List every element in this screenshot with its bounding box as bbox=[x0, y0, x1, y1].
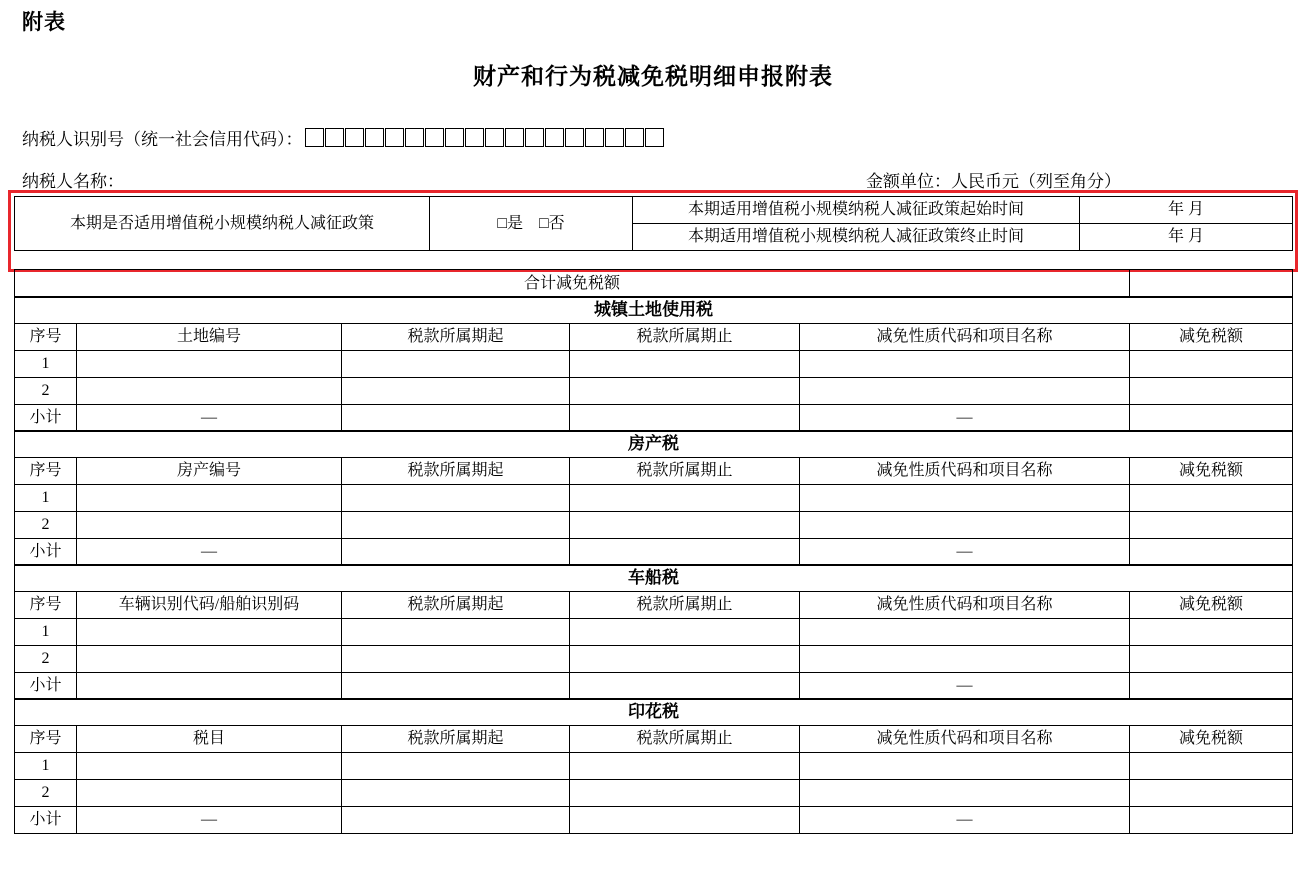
table-row bbox=[15, 619, 1293, 646]
section-table-4 bbox=[14, 698, 1293, 834]
table-cell[interactable] bbox=[570, 378, 800, 405]
table-cell[interactable] bbox=[77, 485, 342, 512]
table-cell[interactable] bbox=[1130, 753, 1293, 780]
row-index-cell: 1 bbox=[15, 485, 77, 512]
table-cell[interactable] bbox=[1130, 646, 1293, 673]
table-cell[interactable] bbox=[570, 619, 800, 646]
total-exemption-table bbox=[14, 269, 1293, 298]
table-cell[interactable] bbox=[570, 753, 800, 780]
table-cell[interactable] bbox=[570, 512, 800, 539]
amount-unit-label: 金额单位：人民币元（列至角分） bbox=[866, 172, 1121, 191]
table-row bbox=[15, 378, 1293, 405]
table-cell[interactable] bbox=[77, 780, 342, 807]
section-title: 车船税 bbox=[15, 565, 1293, 592]
table-cell[interactable] bbox=[1130, 351, 1293, 378]
table-cell[interactable] bbox=[800, 646, 1130, 673]
subtotal-cell[interactable] bbox=[1130, 539, 1293, 566]
taxpayer-id-box[interactable] bbox=[545, 128, 564, 147]
table-cell[interactable] bbox=[800, 485, 1130, 512]
taxpayer-id-box[interactable] bbox=[485, 128, 504, 147]
table-cell[interactable] bbox=[342, 646, 570, 673]
column-header: 序号 bbox=[15, 726, 77, 753]
section-table-3 bbox=[14, 564, 1293, 700]
column-header: 序号 bbox=[15, 324, 77, 351]
subtotal-label: 小计 bbox=[15, 673, 77, 700]
column-header: 序号 bbox=[15, 592, 77, 619]
taxpayer-id-box[interactable] bbox=[505, 128, 524, 147]
subtotal-label: 小计 bbox=[15, 405, 77, 432]
column-header: 税款所属期起 bbox=[342, 458, 570, 485]
vat-policy-no-option[interactable]: □否 bbox=[539, 214, 565, 232]
section-table-2 bbox=[14, 430, 1293, 566]
taxpayer-id-box[interactable] bbox=[525, 128, 544, 147]
column-header: 税款所属期起 bbox=[342, 726, 570, 753]
column-header: 税款所属期起 bbox=[342, 324, 570, 351]
column-header: 税款所属期止 bbox=[570, 324, 800, 351]
section-title-row bbox=[15, 699, 1293, 726]
taxpayer-id-boxes[interactable] bbox=[305, 128, 664, 147]
column-header: 税款所属期止 bbox=[570, 458, 800, 485]
vat-policy-question: 本期是否适用增值税小规模纳税人减征政策 bbox=[15, 197, 430, 251]
taxpayer-id-box[interactable] bbox=[565, 128, 584, 147]
column-header: 税款所属期止 bbox=[570, 726, 800, 753]
table-cell[interactable] bbox=[342, 753, 570, 780]
row-index-cell: 2 bbox=[15, 512, 77, 539]
column-header: 房产编号 bbox=[77, 458, 342, 485]
table-cell[interactable] bbox=[570, 646, 800, 673]
column-header: 减免性质代码和项目名称 bbox=[800, 726, 1130, 753]
column-header: 车辆识别代码/船舶识别码 bbox=[77, 592, 342, 619]
subtotal-cell[interactable] bbox=[1130, 807, 1293, 834]
subtotal-cell[interactable] bbox=[342, 539, 570, 566]
table-cell[interactable] bbox=[77, 753, 342, 780]
row-index-cell: 1 bbox=[15, 351, 77, 378]
table-cell[interactable] bbox=[342, 351, 570, 378]
subtotal-cell[interactable] bbox=[1130, 673, 1293, 700]
column-header: 税目 bbox=[77, 726, 342, 753]
section-header-row bbox=[15, 458, 1293, 485]
table-cell[interactable] bbox=[1130, 619, 1293, 646]
vat-policy-yes-option[interactable]: □是 bbox=[497, 214, 523, 232]
subtotal-cell[interactable] bbox=[570, 807, 800, 834]
table-cell[interactable] bbox=[800, 351, 1130, 378]
section-title-row bbox=[15, 431, 1293, 458]
table-cell[interactable] bbox=[342, 512, 570, 539]
table-cell[interactable] bbox=[800, 512, 1130, 539]
table-cell[interactable] bbox=[1130, 485, 1293, 512]
row-index-cell: 2 bbox=[15, 780, 77, 807]
section-header-row bbox=[15, 592, 1293, 619]
subtotal-cell: — bbox=[800, 807, 1130, 834]
table-cell[interactable] bbox=[342, 485, 570, 512]
row-index-cell: 2 bbox=[15, 646, 77, 673]
table-cell[interactable] bbox=[1130, 780, 1293, 807]
table-cell[interactable] bbox=[342, 378, 570, 405]
taxpayer-id-box[interactable] bbox=[585, 128, 604, 147]
subtotal-cell: — bbox=[77, 807, 342, 834]
vat-policy-start-value[interactable]: 年 月 bbox=[1080, 197, 1293, 224]
table-cell[interactable] bbox=[77, 646, 342, 673]
section-title: 印花税 bbox=[15, 699, 1293, 726]
taxpayer-id-box[interactable] bbox=[425, 128, 444, 147]
table-row bbox=[15, 646, 1293, 673]
table-cell[interactable] bbox=[77, 351, 342, 378]
subtotal-row bbox=[15, 405, 1293, 432]
column-header: 减免性质代码和项目名称 bbox=[800, 324, 1130, 351]
taxpayer-id-box[interactable] bbox=[345, 128, 364, 147]
subtotal-cell[interactable] bbox=[570, 673, 800, 700]
table-cell[interactable] bbox=[77, 619, 342, 646]
subtotal-cell[interactable] bbox=[342, 807, 570, 834]
table-cell[interactable] bbox=[1130, 378, 1293, 405]
table-cell[interactable] bbox=[77, 378, 342, 405]
subtotal-cell: — bbox=[77, 405, 342, 432]
section-title-row bbox=[15, 565, 1293, 592]
attachment-label: 附表 bbox=[22, 11, 66, 34]
subtotal-label: 小计 bbox=[15, 807, 77, 834]
section-header-row bbox=[15, 324, 1293, 351]
vat-policy-end-label: 本期适用增值税小规模纳税人减征政策终止时间 bbox=[633, 224, 1080, 251]
subtotal-cell[interactable] bbox=[77, 673, 342, 700]
taxpayer-id-box[interactable] bbox=[645, 128, 664, 147]
row-index-cell: 2 bbox=[15, 378, 77, 405]
section-table-1 bbox=[14, 296, 1293, 432]
taxpayer-id-box[interactable] bbox=[465, 128, 484, 147]
subtotal-row bbox=[15, 807, 1293, 834]
subtotal-cell: — bbox=[800, 673, 1130, 700]
column-header: 税款所属期止 bbox=[570, 592, 800, 619]
vat-policy-table bbox=[14, 196, 1293, 251]
subtotal-cell[interactable] bbox=[342, 405, 570, 432]
table-row bbox=[15, 485, 1293, 512]
taxpayer-id-box[interactable] bbox=[405, 128, 424, 147]
table-row bbox=[15, 780, 1293, 807]
section-title: 城镇土地使用税 bbox=[15, 297, 1293, 324]
table-row bbox=[15, 351, 1293, 378]
row-index-cell: 1 bbox=[15, 619, 77, 646]
column-header: 减免税额 bbox=[1130, 726, 1293, 753]
column-header: 土地编号 bbox=[77, 324, 342, 351]
column-header: 减免性质代码和项目名称 bbox=[800, 592, 1130, 619]
table-cell[interactable] bbox=[800, 753, 1130, 780]
table-cell[interactable] bbox=[800, 780, 1130, 807]
taxpayer-id-box[interactable] bbox=[625, 128, 644, 147]
table-cell[interactable] bbox=[800, 378, 1130, 405]
table-cell[interactable] bbox=[570, 485, 800, 512]
taxpayer-id-box[interactable] bbox=[385, 128, 404, 147]
taxpayer-id-box[interactable] bbox=[305, 128, 324, 147]
table-cell[interactable] bbox=[570, 351, 800, 378]
column-header: 序号 bbox=[15, 458, 77, 485]
subtotal-cell[interactable] bbox=[1130, 405, 1293, 432]
column-header: 减免性质代码和项目名称 bbox=[800, 458, 1130, 485]
taxpayer-id-box[interactable] bbox=[365, 128, 384, 147]
table-cell[interactable] bbox=[342, 619, 570, 646]
column-header: 减免税额 bbox=[1130, 592, 1293, 619]
section-header-row bbox=[15, 726, 1293, 753]
subtotal-cell: — bbox=[800, 405, 1130, 432]
page-title: 财产和行为税减免税明细申报附表 bbox=[473, 63, 833, 89]
column-header: 税款所属期起 bbox=[342, 592, 570, 619]
taxpayer-name-label: 纳税人名称： bbox=[22, 172, 124, 191]
vat-policy-choice-cell[interactable] bbox=[430, 197, 633, 251]
row-index-cell: 1 bbox=[15, 753, 77, 780]
vat-policy-end-value[interactable]: 年 月 bbox=[1080, 224, 1293, 251]
column-header: 减免税额 bbox=[1130, 458, 1293, 485]
taxpayer-id-box[interactable] bbox=[445, 128, 464, 147]
table-cell[interactable] bbox=[77, 512, 342, 539]
table-cell[interactable] bbox=[1130, 512, 1293, 539]
taxpayer-id-box[interactable] bbox=[605, 128, 624, 147]
subtotal-row bbox=[15, 539, 1293, 566]
vat-policy-start-label: 本期适用增值税小规模纳税人减征政策起始时间 bbox=[633, 197, 1080, 224]
table-cell[interactable] bbox=[800, 619, 1130, 646]
subtotal-cell[interactable] bbox=[570, 539, 800, 566]
subtotal-label: 小计 bbox=[15, 539, 77, 566]
section-title: 房产税 bbox=[15, 431, 1293, 458]
table-row bbox=[15, 512, 1293, 539]
subtotal-cell[interactable] bbox=[570, 405, 800, 432]
taxpayer-id-row bbox=[22, 125, 664, 150]
subtotal-cell: — bbox=[800, 539, 1130, 566]
subtotal-cell[interactable] bbox=[342, 673, 570, 700]
table-cell[interactable] bbox=[342, 780, 570, 807]
taxpayer-id-box[interactable] bbox=[325, 128, 344, 147]
table-cell[interactable] bbox=[570, 780, 800, 807]
total-exemption-label: 合计减免税额 bbox=[15, 270, 1130, 298]
subtotal-cell: — bbox=[77, 539, 342, 566]
taxpayer-id-label: 纳税人识别号（统一社会信用代码）： bbox=[22, 130, 303, 149]
total-exemption-value[interactable] bbox=[1130, 270, 1293, 298]
subtotal-row bbox=[15, 673, 1293, 700]
table-row bbox=[15, 753, 1293, 780]
section-title-row bbox=[15, 297, 1293, 324]
column-header: 减免税额 bbox=[1130, 324, 1293, 351]
